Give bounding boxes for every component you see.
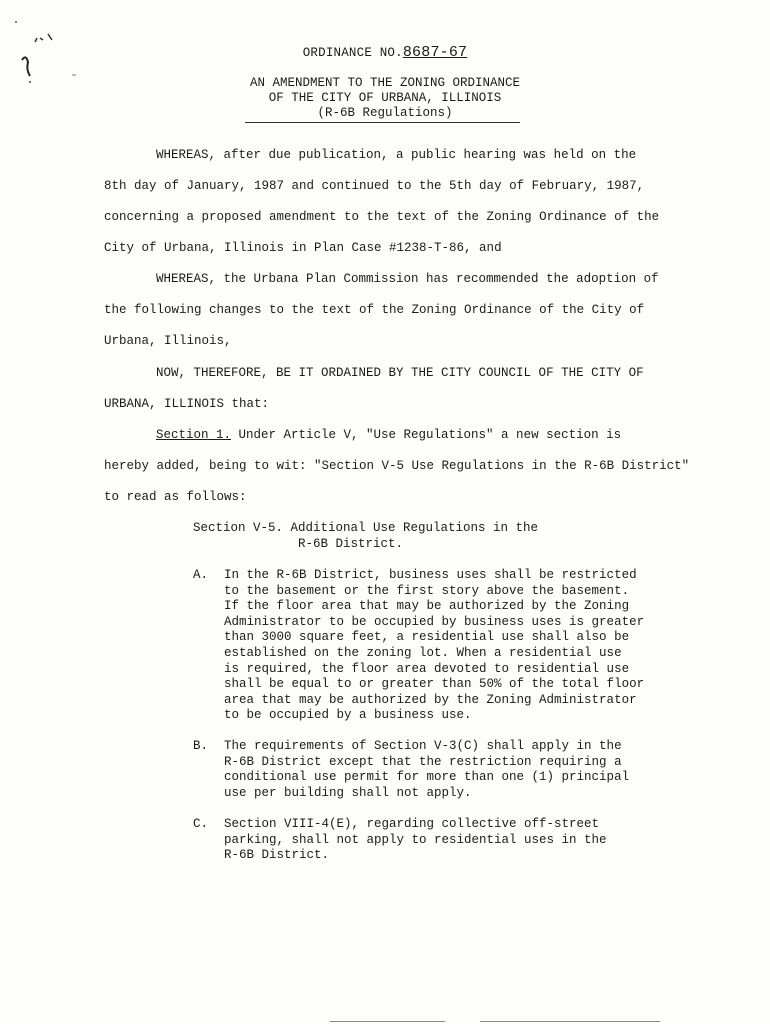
text-line: NOW, THEREFORE, BE IT ORDAINED BY THE CITY COUNCIL OF THE CITY OF [156,366,644,380]
text-line [104,420,704,451]
subsection-line: Section V-5. Additional Use Regulations in the [193,521,539,535]
subsection-heading [193,521,538,552]
item-letter: B. [193,739,209,753]
item-line: If the floor area that may be authorized by the Zoning [224,599,630,614]
item-line: shall be equal to or greater than 50% of the total floor [224,677,645,692]
ordinance-number-line [0,44,770,61]
text-line: City of Urbana, Illinois in Plan Case #1238-T-86, and [104,241,502,255]
section-heading: Section 1. [156,428,232,442]
item-line: Administrator to be occupied by business uses is greater [224,614,645,629]
whereas-paragraph-2 [104,264,704,357]
title-line: (R-6B Regulations) [317,106,453,120]
title-underline [245,122,520,123]
ordained-paragraph [104,358,704,420]
text-line: the following changes to the text of the Zoning Ordinance of the City of [104,303,645,317]
text-line: Urbana, Illinois, [104,334,232,348]
item-line: to be occupied by a business use. [224,708,472,723]
ordinance-title [0,76,770,121]
text-line: concerning a proposed amendment to the text of the Zoning Ordinance of the [104,210,660,224]
ordinance-label: ORDINANCE NO. [302,46,403,60]
item-line: area that may be authorized by the Zoning Administrator [224,692,637,707]
item-letter: C. [193,817,209,831]
subsection-line: R-6B District. [298,536,404,551]
section-text: Under Article V, "Use Regulations" a new section is [231,428,622,442]
text-line: 8th day of January, 1987 and continued to the 5th day of February, 1987, [104,179,645,193]
section-1-paragraph [104,420,704,513]
text-line: to read as follows: [104,490,247,504]
item-line: to the basement or the first story above the basement. [224,583,630,598]
item-line: R-6B District. [224,848,330,863]
item-line: R-6B District except that the restriction requiring a [224,754,622,769]
text-line: hereby added, being to wit: "Section V-5 Use Regulations in the R-6B District" [104,459,690,473]
item-line: In the R-6B District, business uses shall be restricted [224,568,637,582]
text-line: URBANA, ILLINOIS that: [104,397,270,411]
item-line: Section VIII-4(E), regarding collective off-street [224,817,600,831]
ordinance-number: 8687-67 [402,44,468,61]
item-body [224,817,607,864]
text-line: WHEREAS, the Urbana Plan Commission has recommended the adoption of [156,272,659,286]
item-body [224,568,644,724]
item-letter: A. [193,568,209,582]
title-line: AN AMENDMENT TO THE ZONING ORDINANCE [249,76,521,90]
item-line: The requirements of Section V-3(C) shall apply in the [224,739,622,753]
title-line: OF THE CITY OF URBANA, ILLINOIS [268,91,502,105]
footer-rule [480,1021,660,1022]
text-line: WHEREAS, after due publication, a public hearing was held on the [156,148,637,162]
item-line: than 3000 square feet, a residential use shall also be [224,630,630,645]
item-line: established on the zoning lot. When a residential use [224,645,622,660]
footer-rule [330,1021,445,1022]
item-line: parking, shall not apply to residential uses in the [224,832,607,847]
item-line: conditional use permit for more than one (1) principal [224,770,630,785]
item-line: is required, the floor area devoted to residential use [224,661,630,676]
item-body [224,739,629,801]
item-line: use per building shall not apply. [224,785,472,800]
whereas-paragraph-1 [104,140,704,264]
